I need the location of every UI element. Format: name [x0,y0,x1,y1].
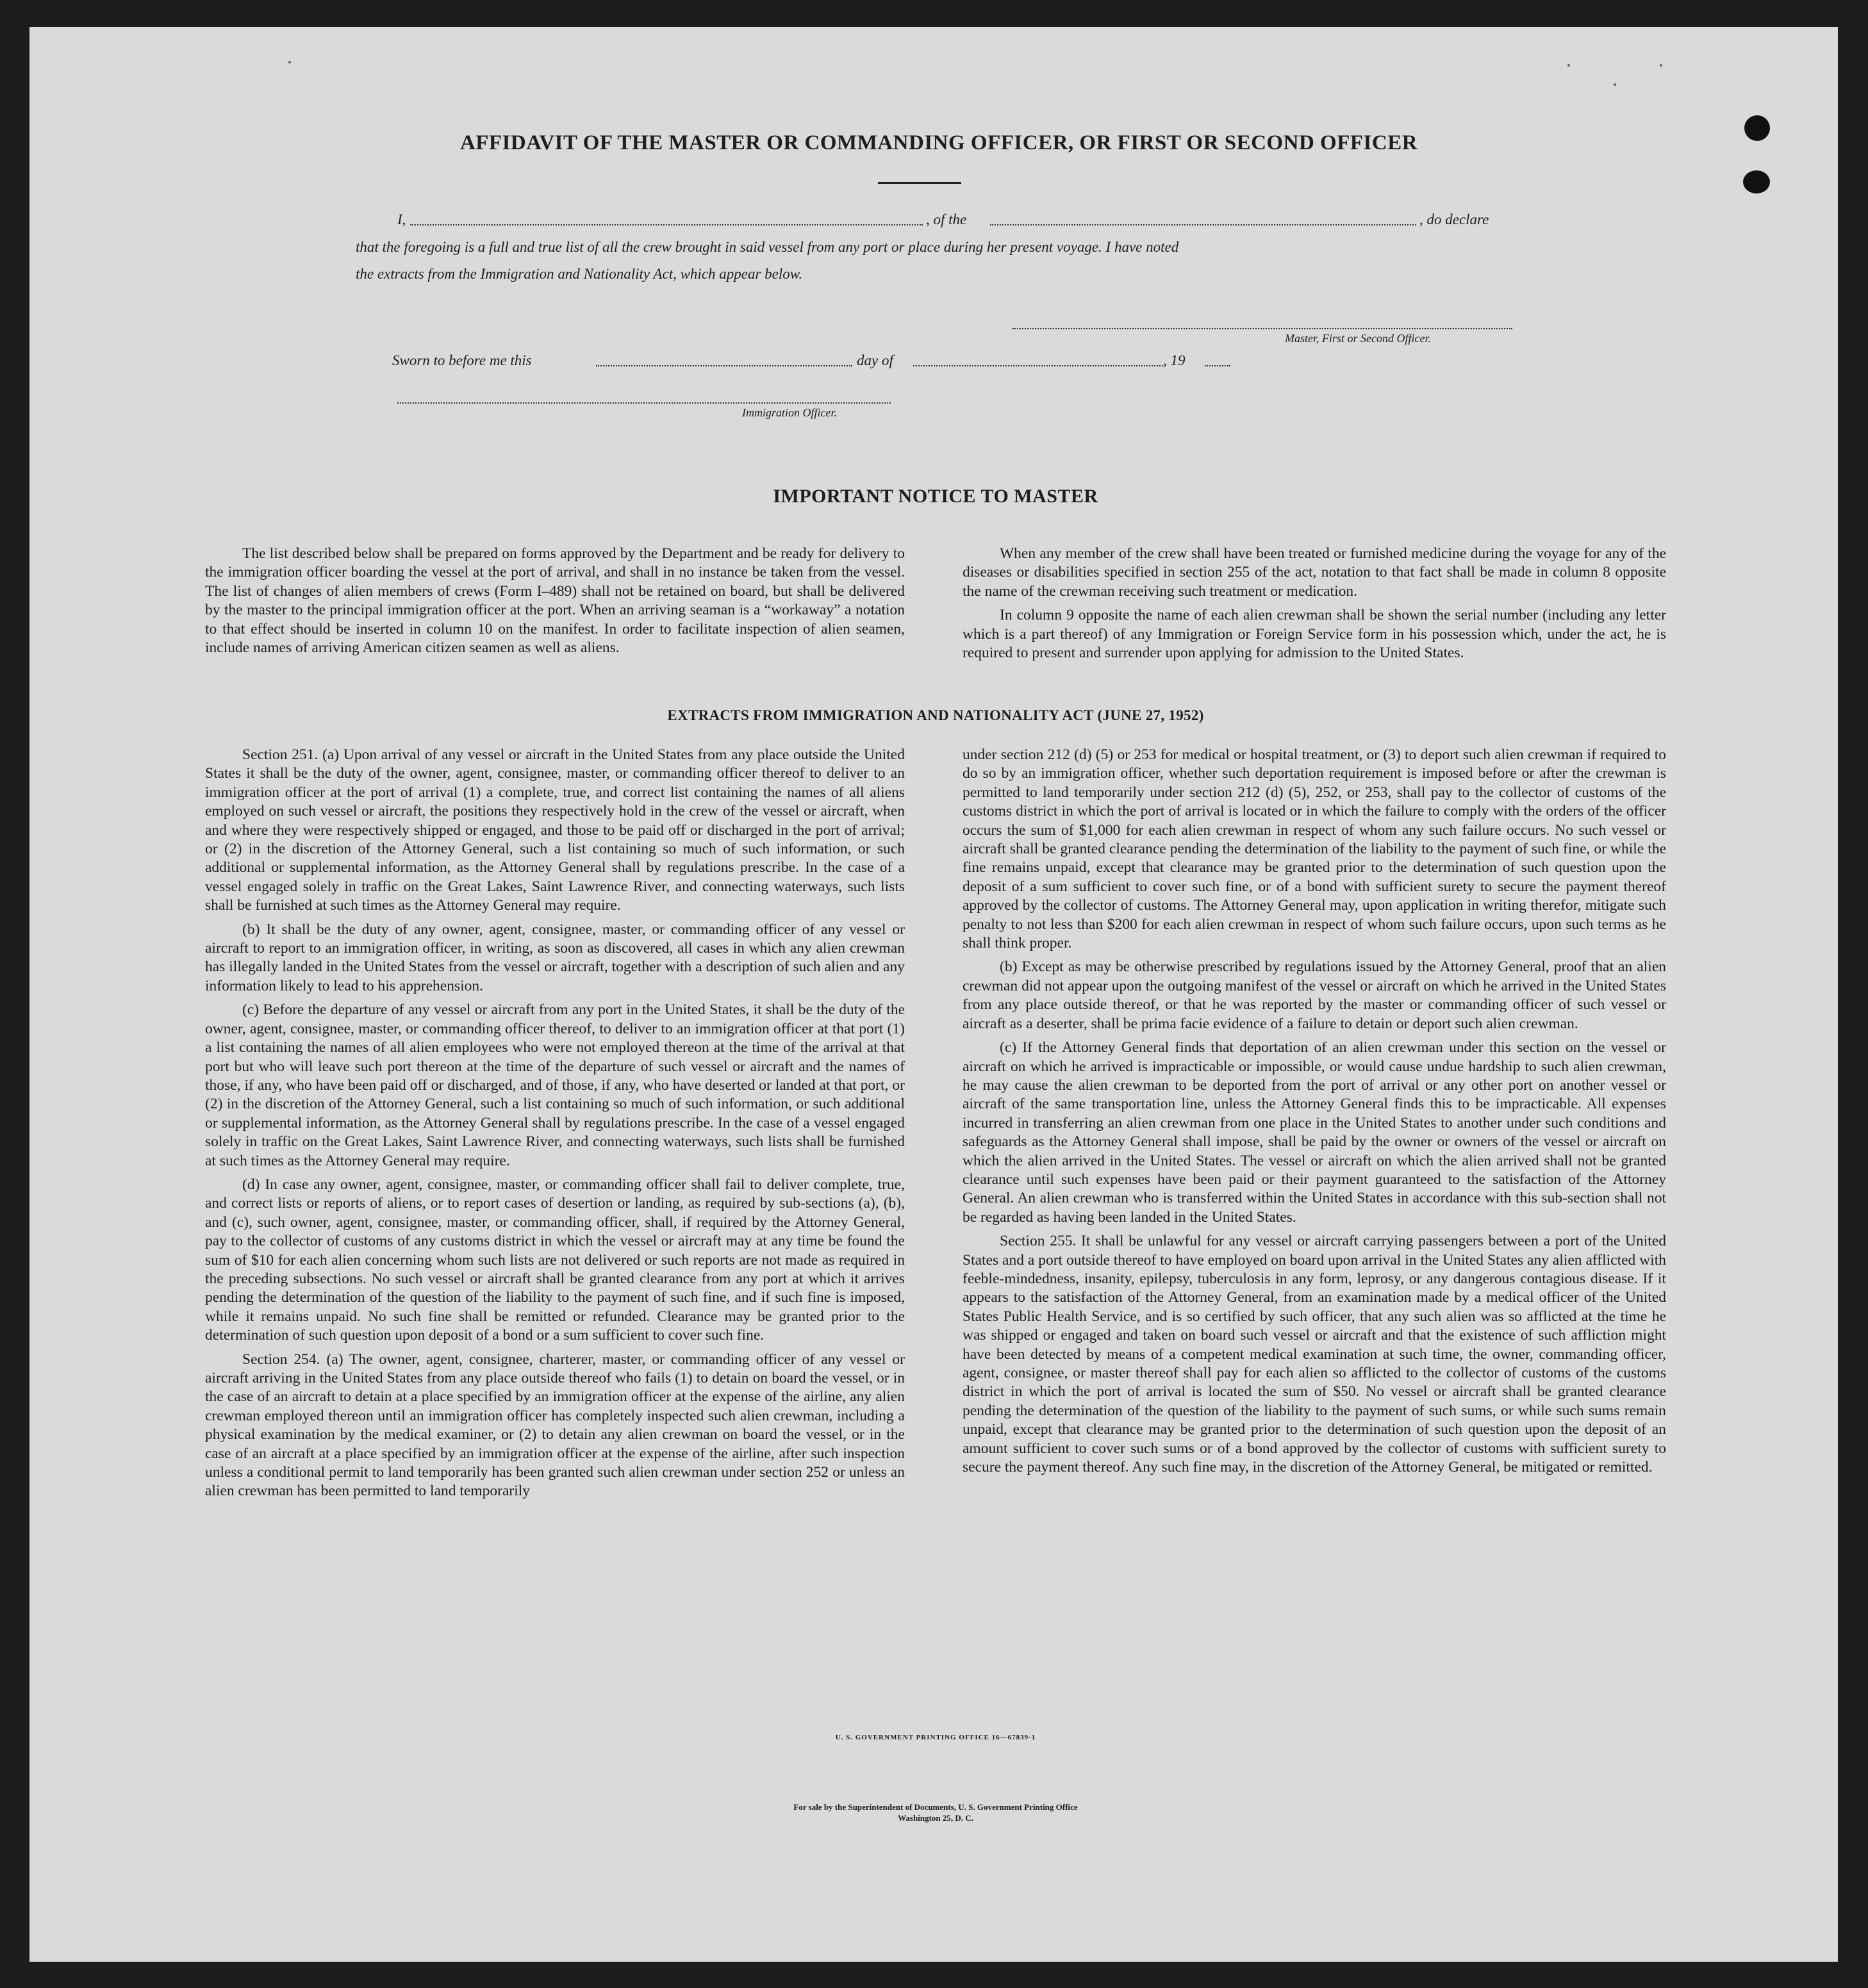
sworn-day-field[interactable] [596,365,852,366]
scan-speck [1660,64,1662,67]
year-label: , 19 [1163,352,1186,368]
extracts-left-column [205,746,905,1506]
sale-line-2: Washington 25, D. C. [898,1813,973,1823]
immigration-officer-signature-line[interactable] [397,402,891,404]
extracts-title: EXTRACTS FROM IMMIGRATION AND NATIONALITY ACT (JUNE 27, 1952) [667,707,1204,723]
printing-office-imprint: U. S. GOVERNMENT PRINTING OFFICE 16—67839-1 [835,1734,1036,1741]
notice-paragraph: In column 9 opposite the name of each alien crewman shall be shown the serial number (including any letter which is a part thereof) of any Immigration or Foreign Service form in his possession which, under the act, he is required to present and surrender upon applying for admission to the United States. [963,607,1666,662]
act-section: (c) If the Attorney General finds that deportation of an alien crewman under this section on the vessel or aircraft on which he arrived is impracticable or impossible, or would cause undue hardship to such alien crewman, he may cause the alien crewman to be deported from the port of arrival or any other port on another vessel or aircraft of the same transportation line, unless the Attorney General finds this to be impracticable. All expenses incurred in transferring an alien crewman from one place in the United States to another under such conditions and safeguards as the Attorney General shall impose, shall be paid by the owner or owners of the vessel or aircraft on which the alien arrived in the United States. The vessel or aircraft on which the alien arrived shall not be granted clearance until such expenses have been paid or their payment guaranteed to the satisfaction of the Attorney General. An alien crewman who is transferred within the United States in accordance with this sub-section shall not be regarded as having been landed in the United States. [963,1039,1666,1226]
vessel-field[interactable] [990,224,1416,226]
notice-paragraph: When any member of the crew shall have been treated or furnished medicine during the voyage for any of the diseases or disabilities specified in section 255 of the act, notation to that fact shall be made in column 8 opposite the name of the crewman receiving such treatment or medication. [963,545,1666,600]
act-section: (c) Before the departure of any vessel or aircraft from any port in the United States, it shall be the duty of the owner, agent, consignee, master, or commanding officer thereof, to deliver to an immigration officer at that port (1) a list containing the names of all alien employees who were not employed thereon at the time of the arrival at that port but who will leave such port thereon at the time of the departure of such vessel or aircraft and the names of those, if any, who have been paid off or discharged, and of those, if any, who have deserted or landed at that port, or (2) in the discretion of the Attorney General, such a list containing so much of such information, or such additional or supplemental information, as the Attorney General shall by regulations prescribe. In the case of a vessel engaged solely in traffic on the Great Lakes, Saint Lawrence River, and connecting waterways, such lists shall be furnished at such times as the Attorney General may require. [205,1001,905,1169]
name-field[interactable] [410,224,923,226]
notice-title: IMPORTANT NOTICE TO MASTER [773,486,1098,507]
ink-blot-top [1744,115,1770,141]
i-label: I, [397,211,406,227]
act-section: Section 255. It shall be unlawful for any vessel or aircraft carrying passengers between a port of the United States and a port outside thereof to have employed on board upon arrival in the United States any alien afflicted with feeble-mindedness, insanity, epilepsy, tuberculosis in any form, leprosy, or any dangerous contagious disease. If it appears to the satisfaction of the Attorney General, from an examination made by a medical officer of the United States Public Health Service, and is so certified by such officer, that any such alien was so afflicted at the time he was shipped or engaged and taken on board such vessel or aircraft and that the existence of such affliction might have been detected by means of a competent medical examination at such time, the owner, commanding officer, agent, consignee, or master thereof shall pay for each alien so afflicted to the collector of customs of the customs district in which the port of arrival is located the sum of $50. No vessel or aircraft shall be granted clearance pending the determination of the question of the liability to the payment of such sums, or while such sums remain unpaid, except that clearance may be granted prior to the determination of such question upon the deposit of an amount sufficient to cover such sums or of a bond approved by the collector of customs with sufficient surety to secure the payment thereof. Any such fine may, in the discretion of the Attorney General, be mitigated or remitted. [963,1233,1666,1476]
do-declare-label: , do declare [1419,211,1489,227]
of-the-label: , of the [926,211,967,227]
master-signature-line[interactable] [1013,328,1512,329]
affidavit-title: AFFIDAVIT OF THE MASTER OR COMMANDING OFFICER, OR FIRST OR SECOND OFFICER [459,131,1418,154]
scan-speck [1614,83,1616,86]
title-rule [878,182,961,184]
scan-speck [1567,64,1570,67]
act-section: (b) It shall be the duty of any owner, agent, consignee, master, or commanding officer of any vessel or aircraft to report to an immigration officer, in writing, as soon as discovered, all cases in which any alien crewman has illegally landed in the United States from the vessel or aircraft, together with a description of such alien and any information likely to lead to his apprehension. [205,921,905,994]
declaration-line-1: that the foregoing is a full and true list of all the crew brought in said vessel from any port or place during her present voyage. I have noted [356,239,1179,255]
day-of-label: day of [857,352,893,368]
act-section: (b) Except as may be otherwise prescribed by regulations issued by the Attorney General, proof that an alien crewman did not appear upon the outgoing manifest of the vessel or aircraft on which he arrived in the United States from any place outside thereof, or that he was reported by the master or commanding officer of such vessel or aircraft as a deserter, shall be prima facie evidence of a failure to detain or deport such alien crewman. [963,958,1666,1032]
extracts-right-column [963,746,1666,1482]
sworn-label: Sworn to before me this [392,352,532,368]
scan-speck [288,61,291,63]
ink-blot-bottom [1743,170,1770,193]
sworn-year-field[interactable] [1205,365,1230,366]
sale-notice [577,1802,1294,1823]
sworn-month-field[interactable] [913,365,1163,366]
immigration-officer-caption: Immigration Officer. [742,406,837,419]
master-caption: Master, First or Second Officer. [1285,332,1431,345]
act-section: Section 254. (a) The owner, agent, consignee, charterer, master, or commanding officer of any vessel or aircraft arriving in the United States from any place outside thereof who fails (1) to detain on board the vessel, or in the case of an aircraft to detain at a place specified by an immigration officer at the expense of the airline, any alien crewman employed thereon until an immigration officer has completely inspected such alien crewman, including a physical examination by the medical examiner, or (2) to detain any alien crewman on board the vessel, or in the case of an aircraft at a place specified by an immigration officer at the expense of the airline, after such inspection unless a conditional permit to land temporarily has been granted such alien crewman under section 252 or unless an alien crewman has been permitted to land temporarily [205,1351,905,1500]
act-section: Section 251. (a) Upon arrival of any vessel or aircraft in the United States from any place outside the United States it shall be the duty of the owner, agent, consignee, master, or commanding officer thereof to deliver to an immigration officer at the port of arrival (1) a complete, true, and correct list containing the names of all aliens employed on such vessel or aircraft, the positions they respectively hold in the crew of the vessel or aircraft, when and where they were respectively shipped or engaged, and those to be paid off or discharged in the port of arrival; or (2) in the discretion of the Attorney General, such a list containing so much of such information, or such additional or supplemental information, as the Attorney General shall by regulations prescribe. In the case of a vessel engaged solely in traffic on the Great Lakes, Saint Lawrence River, and connecting waterways, such lists shall be furnished at such times as the Attorney General may require. [205,746,905,914]
declaration-line-2: the extracts from the Immigration and Nationality Act, which appear below. [356,266,803,282]
notice-paragraph: The list described below shall be prepared on forms approved by the Department and be ready for delivery to the immigration officer boarding the vessel at the port of arrival, and shall in no instance be taken from the vessel. The list of changes of alien members of crews (Form I–489) shall not be retained on board, but shall be delivered by the master to the principal immigration officer at the port. When an arriving seaman is a “workaway” a notation to that effect should be inserted in column 10 on the manifest. In order to facilitate inspection of alien seamen, include names of arriving American citizen seamen as well as aliens. [205,545,905,657]
notice-right-column [963,545,1666,668]
act-section: (d) In case any owner, agent, consignee, master, or commanding officer shall fail to deliver complete, true, and correct lists or reports of aliens, or to report cases of desertion or landing, as required by sub-sections (a), (b), and (c), such owner, agent, consignee, master, or commanding officer, shall, if required by the Attorney General, pay to the collector of customs of any customs district in which the vessel or aircraft may at any time be found the sum of $10 for each alien concerning whom such lists are not delivered or such reports are not made as required in the preceding subsections. No such vessel or aircraft shall be granted clearance from any port at which it arrives pending the determination of the question of the liability to the payment of such fine, and if such fine is imposed, while it remains unpaid. No such fine shall be remitted or refunded. Clearance may be granted prior to the determination of such question upon deposit of a bond or a sum sufficient to cover such fine. [205,1176,905,1344]
sale-line-1: For sale by the Superintendent of Documents, U. S. Government Printing Office [793,1802,1078,1812]
act-section: under section 212 (d) (5) or 253 for medical or hospital treatment, or (3) to deport such alien crewman if required to do so by an immigration officer, whether such deportation requirement is imposed before or after the crewman is permitted to land temporarily under section 212 (d) (5), 252, or 253, shall pay to the collector of customs of the customs district in which the port of arrival is located or in which the failure to comply with the orders of the officer occurs the sum of $1,000 for each alien crewman in respect of whom any such failure occurs. No such vessel or aircraft shall be granted clearance pending the determination of the liability to the payment of such fine, or while the fine remains unpaid, except that clearance may be granted prior to the determination of such question upon the deposit of a sum sufficient to cover such fine, or of a bond with sufficient surety to secure the payment thereof approved by the collector of customs. The Attorney General may, upon application in writing therefor, mitigate such penalty to not less than $200 for each alien crewman in respect of whom such failure occurs, upon such terms as he shall think proper. [963,746,1666,952]
notice-left-column [205,545,905,662]
